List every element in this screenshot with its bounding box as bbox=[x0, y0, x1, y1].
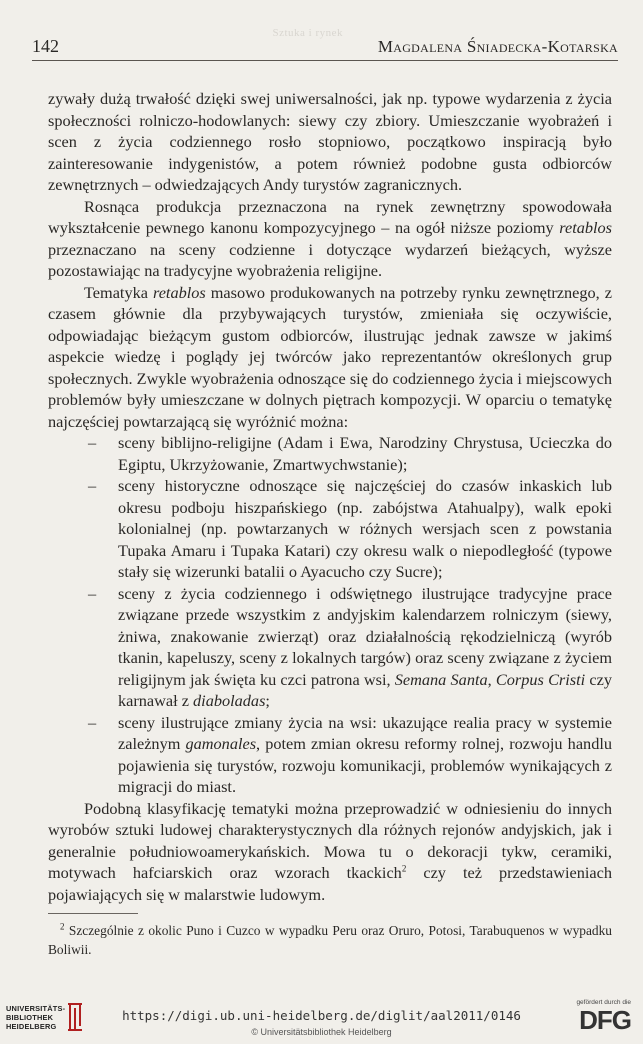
list-dash: – bbox=[88, 583, 97, 603]
footnote-divider bbox=[48, 913, 138, 914]
term-retablos: retablos bbox=[152, 282, 206, 302]
theme-list bbox=[48, 432, 612, 798]
copyright-notice: © Universitätsbibliothek Heidelberg bbox=[251, 1027, 392, 1037]
list-item: – sceny ilustrujące zmiany życia na wsi: ukazujące realia pracy w systemie zależnym gamonales, potem zmian okresu reformy rolnej, rozwoju handlu pojawienia się turystów, rozwoju komunikacji, problemów wynikających z migracji do miast. bbox=[88, 712, 612, 796]
paragraph-4: Podobną klasyfikację tematyki można przeprowadzić w odniesieniu do innych wyrobów sztuki ludowej charakterystycznych dla różnych rejonów andyjskich, jak i generalnie południowoamerykańskich. Mowa tu o dekoracji tykw, ceramiki, motywach hafciarskich oraz wzorach tkackich$^2$ czy też przedstawieniach pojawiających się w malarstwie ludowym. bbox=[48, 798, 612, 904]
footnote: $^2$ Szczególnie z okolic Puno i Cuzco w wypadku Peru oraz Oruro, Potosi, Tarabuquenos w wypadku Boliwii. bbox=[48, 921, 612, 957]
library-logo[interactable]: UNIVERSITÄTS- BIBLIOTHEK HEIDELBERG bbox=[6, 1002, 88, 1038]
footnote-number: 2 bbox=[60, 921, 65, 932]
bleed-through-text: Sztuka i rynek bbox=[272, 27, 343, 39]
paragraph-2: Rosnąca produkcja przeznaczona na rynek zewnętrzny spowodowała wykształcenie pewnego kanonu kompozycyjnego – na ogół niższe poziomy retablos przeznaczano na sceny codzienne i dotyczące wydarzeń bieżących, wyższe pozostawiając na tradycyjne wyobrażenia religijne. bbox=[48, 196, 612, 280]
footnote-reference[interactable]: 2 bbox=[401, 863, 407, 874]
page-header bbox=[32, 34, 618, 61]
body-text bbox=[48, 88, 612, 905]
list-item: – sceny z życia codziennego i odświętnego ilustrujące tradycyjne prace związane przede wszystkim z andyjskim kalendarzem rolniczym (siewy, żniwa, znakowanie zwierząt) oraz działalnością rękodzielniczą (wyrób tkanin, kapeluszy, sceny z lokalnych targów) oraz sceny związane z życiem religijnym jak święta ku czci patrona wsi, Semana Santa, Corpus Cristi czy karnawał z diaboladas; bbox=[88, 583, 612, 710]
running-head-author: Magdalena Śniadecka-Kotarska bbox=[377, 37, 618, 56]
digitization-footer bbox=[0, 994, 643, 1044]
dfg-logo-icon: DFG bbox=[579, 1005, 631, 1035]
permalink-url[interactable]: https://digi.ub.uni-heidelberg.de/diglit/aal2011/0146 bbox=[122, 1008, 521, 1023]
list-dash: – bbox=[88, 476, 97, 495]
paragraph-1: zywały dużą trwałość dzięki swej uniwersalności, jak np. typowe wydarzenia z życia społeczności rolniczo-hodowlanych: siewy czy zbiory. Umieszczanie wyobrażeń i scen z życia codziennego rosło stopniowo, początkowo inspiracją było zainteresowanie indygenistów, a potem również podobne gusta odbiorców zewnętrznych – odwiedzających Andy turystów zagranicznych. bbox=[48, 89, 612, 194]
list-item: – sceny historyczne odnoszące się najczęściej do czasów inkaskich lub okresu podboju hiszpańskiego (np. zabójstwa Atahualpy), walk epoki kolonialnej (np. powtarzanych w różnych wersjach scen z powstania Tupaka Amaru i Tupaka Katari) czy okresu walk o niepodległość (typowe stały się wizerunki batalii o Ayacucho czy Sucre); bbox=[88, 476, 612, 581]
paragraph-3: Tematyka retablos masowo produkowanych na potrzeby rynku zewnętrznego, z czasem głównie dla przybywających turystów, zmieniała się oczywiście, odpowiadając bieżącym gustom odbiorców, ilustrując jednak zawsze w jakimś aspekcie wiedzę i poglądy jej twórców jako reprezentantów określonych grup społecznych. Zwykle wyobrażenia odnoszące się do codziennego życia i miejscowych problemów były umieszczane w dolnych piętrach kompozycji. W oparciu o tematykę najczęściej powtarzającą się wyróżnić można: bbox=[48, 282, 612, 431]
list-dash: – bbox=[88, 433, 97, 452]
page-number: 142 bbox=[32, 36, 59, 56]
list-dash: – bbox=[88, 712, 97, 732]
funder-logo[interactable]: gefördert durch die DFG bbox=[561, 999, 631, 1039]
term-retablos: retablos bbox=[559, 218, 612, 237]
list-item: – sceny biblijno-religijne (Adam i Ewa, Narodziny Chrystusa, Ucieczka do Egiptu, Ukrzyżowanie, Zmartwychwstanie); bbox=[88, 433, 612, 474]
